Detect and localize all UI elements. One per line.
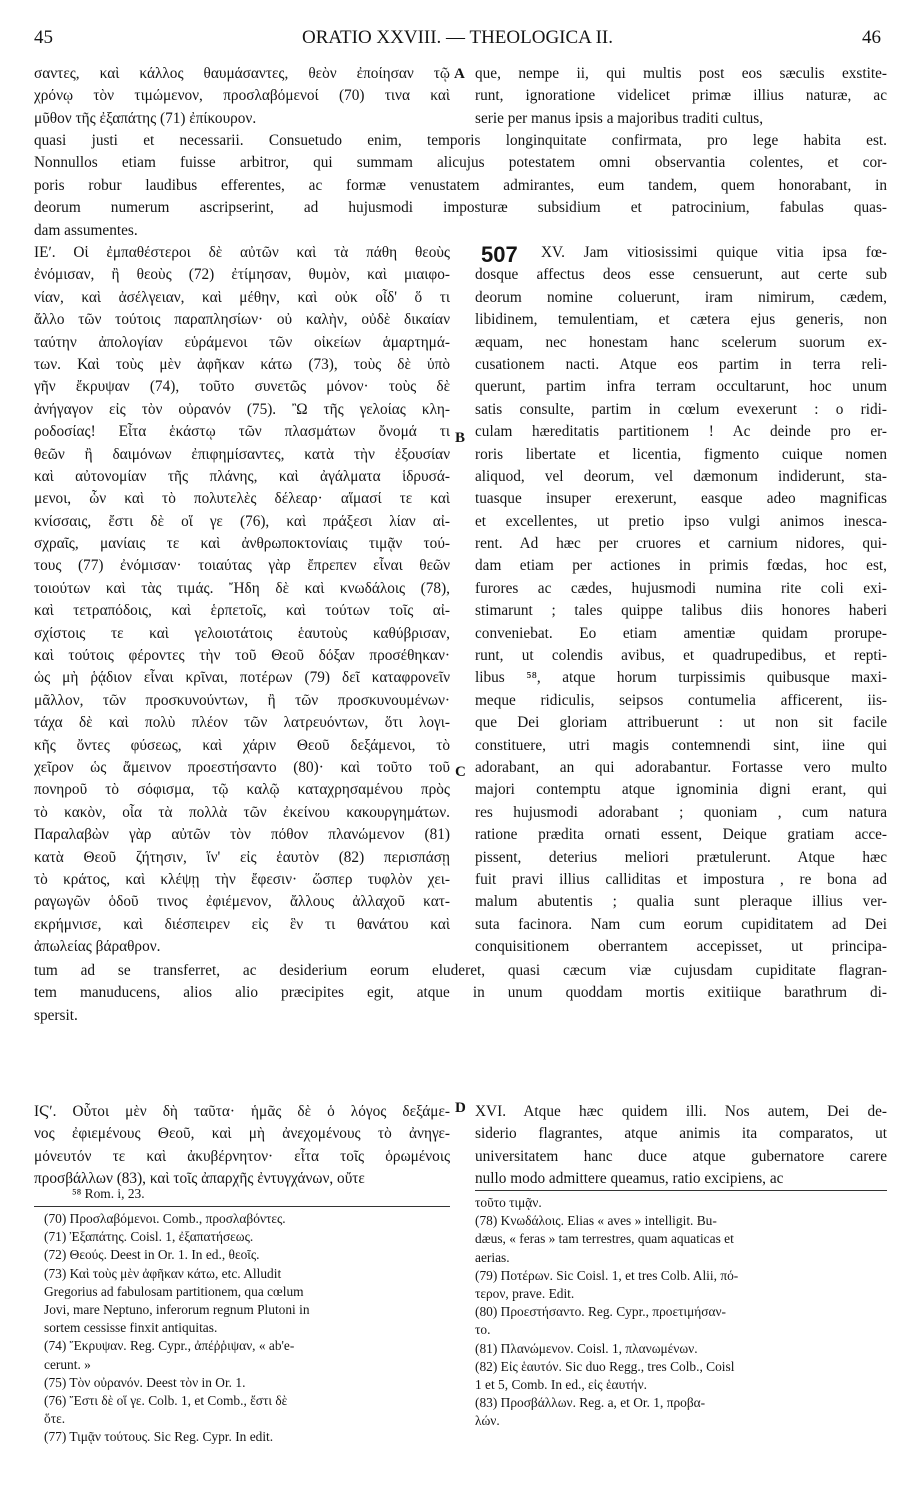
text-line: ὡς μὴ ῥᾴδιον εἶναι κρῖναι, ποτέρων (79) δεῖ καταφρονεῖν	[34, 669, 450, 687]
text-line: (82) Εἰς ἑαυτόν. Sic duo Regg., tres Colb., Coisl	[475, 1358, 735, 1374]
text-line: (73) Καὶ τοὺς μὲν ἀφῆκαν κάτω, etc. Alludit	[44, 1265, 282, 1281]
margin-mark-c: C	[455, 764, 466, 780]
text-line: deorum nomine coluerunt, iram nimirum, cædem,	[475, 288, 887, 306]
text-line: stimarunt ; tales quippe talibus diis honores haberi	[475, 602, 887, 620]
running-header	[34, 27, 881, 53]
text-line: runt, ignoratione videlicet primæ illius naturæ, ac	[475, 87, 887, 105]
text-line: (74) Ἔκρυψαν. Reg. Cypr., ἀπέῤῥιψαν, « ab'e-	[44, 1338, 295, 1354]
text-line: καὶ αὐτονομίαν τῆς πλάνης, καὶ ἀγάλματα ἱδρυσά-	[34, 467, 450, 485]
margin-mark-b: B	[455, 430, 466, 446]
text-line: et excellentes, ut pretio ipso vulgi animos inesca-	[475, 512, 887, 530]
text-line: dam assumentes.	[34, 221, 138, 239]
text-line: tuasque insuper erexerunt, easque adeo magnificas	[475, 490, 887, 508]
text-line: μενοι, ὧν καὶ τὸ πολυτελὲς δέλεαρ· αἵμασί τε καὶ	[34, 490, 450, 508]
text-line: ΙϚʹ. Οὗτοι μὲν δὴ ταῦτα· ἡμᾶς δὲ ὁ λόγος δεξάμε-	[34, 1103, 450, 1120]
text-line: ΙΕʹ. Οἱ ἐμπαθέστεροι δὲ αὐτῶν καὶ τὰ πάθη θεοὺς	[34, 244, 450, 261]
latin-fullwidth-block-2	[34, 960, 887, 1027]
text-line: (76) Ἔστι δὲ οἵ γε. Colb. 1, et Comb., ἔστι δὲ	[44, 1392, 288, 1408]
text-line: que, nempe ii, qui multis post eos sæculis exstite-	[475, 65, 887, 82]
text-line: προσβάλλων (83), καὶ τοῖς ἀπαρχῆς ἐντυγχάνων, οὔτε	[34, 1170, 365, 1188]
text-line: ἀνήγαγον εἰς τὸν οὐρανόν (75). Ὢ τῆς γελοίας κλη-	[34, 400, 450, 418]
text-line: ἀπωλείας βάραθρον.	[34, 938, 161, 956]
text-line: (83) Προσβάλλων. Reg. a, et Or. 1, προβα-	[475, 1395, 706, 1411]
latin-text-section-15	[475, 264, 887, 958]
text-line: adorabant, an qui adorabantur. Fortasse vero multo	[475, 758, 887, 776]
text-line: aliquod, vel deorum, vel dæmonum indiderunt, sta-	[475, 467, 887, 485]
text-line: σαντες, καὶ κάλλος θαυμάσαντες, θεὸν ἐποίησαν τῷ	[34, 65, 450, 82]
text-line: serie per manus ipsis a majoribus traditi cultus,	[475, 109, 764, 127]
text-line: ροδοσίας! Εἶτα ἑκάστῳ τῶν πλασμάτων ὄνομά τι	[34, 423, 450, 441]
text-line: conquisitionem oberrantem accepisset, ut principa-	[475, 938, 887, 956]
text-line: majori contemptu atque ignominia digni erant, qui	[475, 781, 887, 799]
text-line: conveniebat. Eo etiam amentiæ quidam prorupe-	[475, 624, 887, 642]
text-line: poris robur laudibus efferentes, ac formæ venustatem admirantes, eum tandem, quem honorabant, in	[34, 176, 887, 194]
text-line: ἐνόμισαν, ἢ θεοὺς (72) ἐτίμησαν, θυμὸν, καὶ μιαιφο-	[34, 266, 450, 284]
text-line: χρόνῳ τὸν τιμώμενον, προσλαβόμενοί (70) τινα καὶ	[34, 87, 450, 105]
footnote-separator-left	[34, 1206, 450, 1207]
text-line: sortem cessisse finxit antiquitas.	[44, 1320, 218, 1336]
text-line: μᾶλλον, τῶν προσκυνούντων, ἢ τῶν προσκυνουμένων·	[34, 691, 450, 709]
text-line: σχραῖς, μανίαις τε καὶ ἀνθρωποκτονίαις τιμᾷν τού-	[34, 535, 450, 553]
footnote-separator-right	[475, 1190, 887, 1191]
text-line: quasi justi et necessarii. Consuetudo enim, temporis longinquitate confirmata, pro lege habita est.	[34, 132, 887, 149]
text-line: πονηροῦ τὸ σόφισμα, τῷ καλῷ καταχρησαμένου πρὸς	[34, 781, 450, 799]
text-line: res hujusmodi adorabant ; quoniam , cum natura	[475, 803, 887, 821]
text-line: deorum numerum ascripserint, ad hujusmodi imposturæ subsidium et patrocinium, fabulas quas-	[34, 199, 887, 217]
text-line: roris libertate et licentia, figmento cuique nomen	[475, 445, 887, 463]
text-line: satis consulte, partim in cœlum evexerunt : o ridi-	[475, 400, 887, 418]
text-line: γῆν ἔκρυψαν (74), τοῦτο συνετῶς μόνον· τοὺς δὲ	[34, 378, 450, 396]
text-line: τὸ κράτος, καὶ κλέψῃ τὴν ἔφεσιν· ὥσπερ τυφλὸν χει-	[34, 870, 450, 888]
text-line: κῆς ὄντες φύσεως, καὶ χάριν Θεοῦ δεξάμενοι, τὸ	[34, 736, 450, 754]
text-line: aerias.	[475, 1249, 510, 1265]
scripture-note: ⁵⁸ Rom. i, 23.	[72, 1186, 145, 1201]
text-line: μῦθον τῆς ἐξαπάτης (71) ἐπίκουρον.	[34, 109, 257, 127]
text-line: κνίσσαις, ἔστι δὲ οἵ γε (76), καὶ πράξεσι λίαν αἰ-	[34, 512, 450, 530]
text-line: siderio flagrantes, atque animis ita comparatos, ut	[475, 1125, 887, 1143]
text-line: furores ac cædes, hujusmodi numina rite coli exi-	[475, 579, 887, 597]
text-line: τοῦτο τιμᾷν.	[475, 1195, 542, 1210]
text-line: cusationem nacti. Atque eos partim in terra reli-	[475, 355, 887, 373]
text-line: (75) Τὸν οὐρανόν. Deest τὸν in Or. 1.	[44, 1374, 246, 1390]
text-line: cerunt. »	[44, 1356, 91, 1372]
greek-text-block-1	[34, 63, 450, 130]
text-line: καὶ τούτοις φέροντες τὴν τοῦ Θεοῦ δόξαν προσέθηκαν·	[34, 647, 450, 665]
margin-mark-d: D	[455, 1100, 466, 1116]
text-line: dam etiam per actiones in primis fœdas, hoc est,	[475, 557, 887, 575]
latin-text-block-1	[475, 63, 887, 130]
latin-fullwidth-block-1	[34, 130, 887, 242]
text-line: (70) Προσλαβόμενοι. Comb., προσλαβόντες.	[44, 1211, 286, 1226]
text-line: των. Καὶ τοὺς μὲν ἀφῆκαν κάτω (73), τοὺς δὲ ὑπὸ	[34, 355, 450, 373]
page-number-left: 45	[34, 27, 53, 48]
text-line: æquam, nec honestam hanc scelerum suorum ex-	[475, 333, 887, 351]
text-line: νος ἐφιεμένους Θεοῦ, καὶ μὴ ἀνεχομένους τὸ ἀνηγε-	[34, 1125, 450, 1143]
text-line: nullo modo admittere queamus, ratio excipiens, ac	[475, 1170, 784, 1188]
text-line: νίαν, καὶ ἀσέλγειαν, καὶ μέθην, καὶ οὐκ οἶδ' ὅ τι	[34, 288, 450, 306]
text-line: runt, ut colendis avibus, et quadrupedibus, et repti-	[475, 647, 887, 665]
text-line: Παραλαβὼν γὰρ αὐτῶν τὸν πόθον πλανώμενον (81)	[34, 826, 450, 844]
latin-section-15-first-line	[541, 242, 887, 265]
text-line: malum abutentis ; qualia sunt pleraque illius ver-	[475, 893, 887, 911]
text-line: ὅτε.	[44, 1411, 66, 1427]
text-line: Jovi, mare Neptuno, inferorum regnum Plutoni in	[44, 1301, 310, 1317]
text-line: tum ad se transferret, ac desiderium eorum eluderet, quasi cæcum viæ cujusdam cupiditate flagran-	[34, 962, 887, 979]
text-line: pissent, deterius meliori prætulerunt. Atque hæc	[475, 848, 887, 866]
latin-text-section-16	[475, 1101, 887, 1191]
text-line: σχίστοις τε καὶ γελοιοτάτοις ἑαυτοὺς καθύβρισαν,	[34, 624, 450, 642]
text-line: (78) Κνωδάλοις. Elias « aves » intelligit. Bu-	[475, 1213, 717, 1229]
text-line: το.	[475, 1322, 491, 1338]
text-line: καὶ τετραπόδοις, καὶ ἑρπετοῖς, καὶ τούτων τοῖς αἰ-	[34, 602, 450, 620]
footnotes-left	[44, 1210, 450, 1446]
text-line: λών.	[475, 1413, 500, 1429]
text-line: τοιούτων καὶ τὰς τιμάς. Ἤδη δὲ καὶ κνωδάλοις (78),	[34, 579, 450, 597]
text-line: ἄλλο τῶν τούτοις παραπλησίων· οὐ καλὴν, οὐδὲ δικαίαν	[34, 311, 450, 329]
text-line: τάχα δὲ καὶ πολὺ πλέον τῶν λατρευόντων, ὅτι λογι-	[34, 714, 450, 732]
text-line: que Dei gloriam attribuerunt : ut non sit facile	[475, 714, 887, 732]
text-line: dæus, « feras » tam terrestres, quam aquaticas et	[475, 1231, 734, 1247]
margin-mark-a: A	[454, 66, 465, 82]
text-line: meque ridiculis, seipsos contumelia afficerent, iis-	[475, 691, 887, 709]
column-number: 507	[481, 242, 518, 267]
text-line: (72) Θεούς. Deest in Or. 1. In ed., θεοῖς.	[44, 1247, 260, 1263]
text-line: (79) Ποτέρων. Sic Coisl. 1, et tres Colb. Alii, πό-	[475, 1267, 739, 1283]
text-line: XVI. Atque hæc quidem illi. Nos autem, Dei de-	[475, 1103, 887, 1120]
greek-text-section-16	[34, 1101, 450, 1191]
text-line: Nonnullos etiam fuisse arbitror, qui summam alicujus potestatem omni observantia colentes, et cor-	[34, 154, 887, 172]
text-line: rent. Ad hæc per cruores et carnium nidores, qui-	[475, 535, 887, 553]
text-line: κατὰ Θεοῦ ζήτησιν, ἵν' εἰς ἑαυτὸν (82) περισπάσῃ	[34, 848, 450, 866]
footnotes-right	[475, 1194, 887, 1430]
text-line: θεῶν ἢ δαιμόνων ἐπιφημίσαντες, κατὰ τὴν ἐξουσίαν	[34, 445, 450, 463]
text-line: tem manuducens, alios alio præcipites egit, atque in unum quoddam mortis exitiique barathrum di-	[34, 984, 887, 1002]
text-line: libus ⁵⁸, atque horum turpissimis quibusque maxi-	[475, 669, 887, 687]
text-line: suta facinora. Nam cum eorum cupiditatem ad Dei	[475, 915, 887, 933]
text-line: (77) Τιμᾷν τούτους. Sic Reg. Cypr. In edit.	[44, 1429, 274, 1445]
running-title: ORATIO XXVIII. — THEOLOGICA II.	[302, 27, 613, 48]
text-line: μόνευτόν τε καὶ ἀκυβέρνητον· εἶτα τοῖς ὁρωμένοις	[34, 1147, 450, 1165]
text-line: fuit pravi illius calliditas et impostura , re bona ad	[475, 870, 887, 888]
text-line: Gregorius ad fabulosam partitionem, qua cœlum	[44, 1283, 304, 1299]
text-line: libidinem, temulentiam, et cætera ejus generis, non	[475, 311, 887, 329]
text-line: culam hæreditatis partitionem ! Ac deinde pro er-	[475, 423, 887, 441]
text-line: (81) Πλανώμενον. Coisl. 1, πλανωμένων.	[475, 1340, 698, 1356]
text-line: τὸ κακὸν, οἷα τὰ πολλὰ τῶν ἐκείνου κακουργημάτων.	[34, 803, 450, 821]
text-line: εκρήμνισε, καὶ διέσπειρεν εἰς ἓν τι θανάτου καὶ	[34, 915, 450, 933]
greek-text-section-15	[34, 242, 450, 959]
text-line: universitatem hanc duce atque gubernatore carere	[475, 1147, 887, 1165]
text-line: constituere, utri magis contemnendi sint, iine qui	[475, 736, 887, 754]
text-line: ταύτην ἀπολογίαν εὑράμενοι τῶν οἰκείων ἁμαρτημά-	[34, 333, 450, 351]
text-line: spersit.	[34, 1006, 78, 1024]
text-line: ραγωγῶν ὁδοῦ τινος ἐφιέμενον, ἄλλους ἀλλαχοῦ κατ-	[34, 893, 450, 911]
text-line: χεῖρον ὡς ἄμεινον προεστήσαντο (80)· καὶ τοῦτο τοῦ	[34, 758, 450, 776]
text-line: 1 et 5, Comb. In ed., εἰς ἑαυτήν.	[475, 1376, 647, 1392]
page-number-right: 46	[862, 27, 881, 48]
text-line: (80) Προεστήσαντο. Reg. Cypr., προετιμήσαν-	[475, 1304, 727, 1320]
text-line: ratione prædita ornati essent, Deique gratiam acce-	[475, 826, 887, 844]
text-line: (71) Ἐξαπάτης. Coisl. 1, ἐξαπατήσεως.	[44, 1229, 254, 1245]
text-line: τους (77) ἐνόμισαν· τοιαύτας γὰρ ἔπρεπεν εἶναι θεῶν	[34, 557, 450, 575]
text-line: querunt, partim infra terram occultarunt, hoc unum	[475, 378, 887, 396]
text-line: τερον, prave. Edit.	[475, 1285, 575, 1301]
text-line: XV. Jam vitiosissimi quique vitia ipsa fœ-	[541, 244, 887, 261]
text-line: dosque affectus deos esse censuerunt, aut certe sub	[475, 266, 887, 284]
